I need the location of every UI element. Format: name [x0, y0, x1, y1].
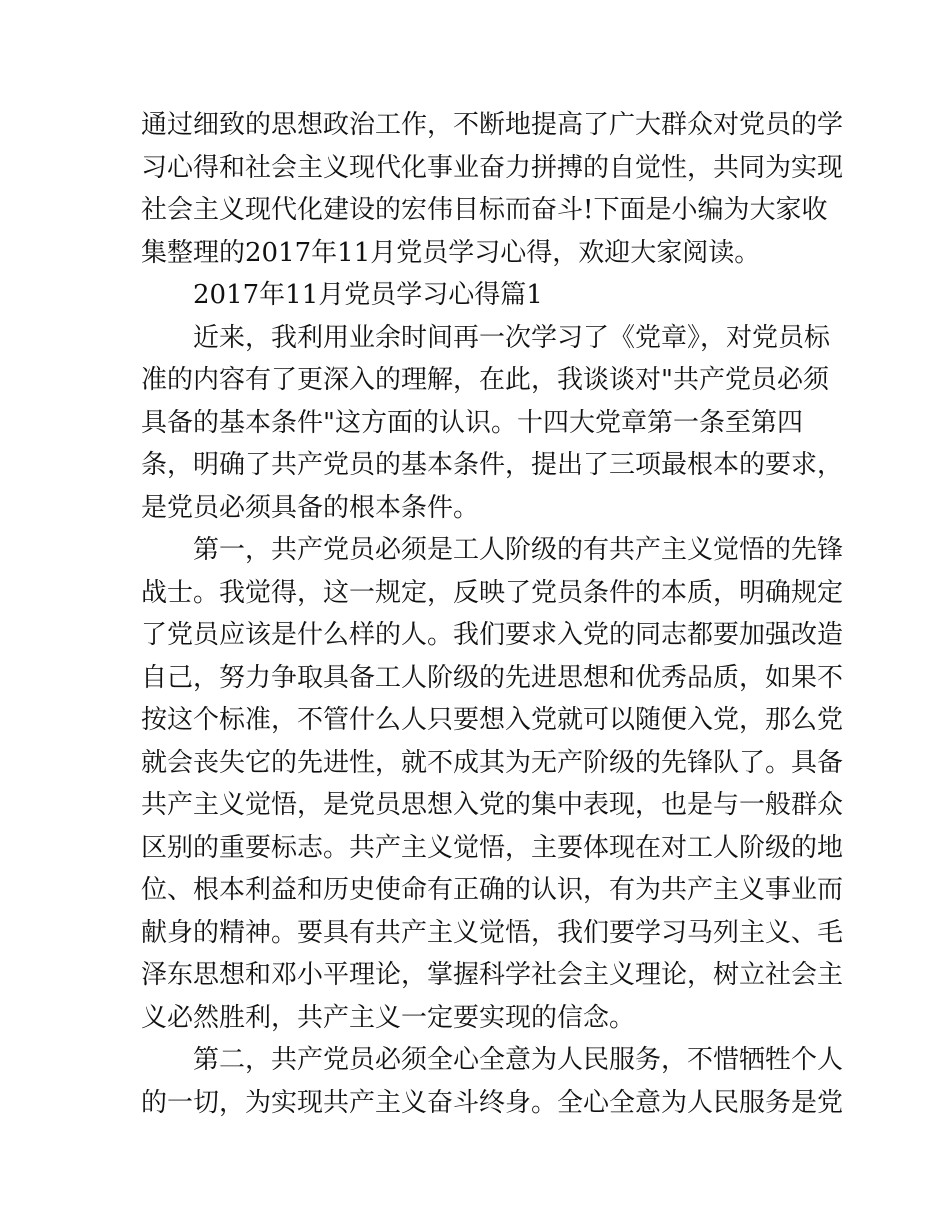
text-line: 习心得和社会主义现代化事业奋力拼搏的自觉性，共同为实现	[141, 152, 844, 183]
text-line: 准的内容有了更深入的理解，在此，我谈谈对"共产党员必须	[141, 365, 829, 395]
text-line: 社会主义现代化建设的宏伟目标而奋斗!下面是小编为大家收	[141, 195, 828, 225]
text-line: 义必然胜利，共产主义一定要实现的信念。	[141, 1002, 636, 1033]
text-line: 就会丧失它的先进性，就不成其为无产阶级的先锋队了。具备	[141, 747, 844, 778]
text-line: 献身的精神。要具有共产主义觉悟，我们要学习马列主义、毛	[141, 917, 844, 948]
text-line: 按这个标准，不管什么人只要想入党就可以随便入党，那么党	[141, 705, 844, 735]
text-line: 泽东思想和邓小平理论，掌握科学社会主义理论，树立社会主	[141, 960, 844, 990]
text-line: 第二，共产党员必须全心全意为人民服务，不惜牺牲个人	[193, 1045, 844, 1075]
text-line: 通过细致的思想政治工作，不断地提高了广大群众对党员的学	[141, 110, 844, 140]
text-line: 条，明确了共产党员的基本条件，提出了三项最根本的要求，	[141, 450, 844, 480]
text-line: 战士。我觉得，这一规定，反映了党员条件的本质，明确规定	[141, 577, 844, 608]
text-line: 具备的基本条件"这方面的认识。十四大党章第一条至第四	[141, 407, 803, 438]
text-line: 区别的重要标志。共产主义觉悟，主要体现在对工人阶级的地	[141, 832, 844, 863]
text-line: 的一切，为实现共产主义奋斗终身。全心全意为人民服务是党	[141, 1087, 844, 1118]
section-heading: 2017年11月党员学习心得篇1	[193, 280, 543, 310]
text-line: 位、根本利益和历史使命有正确的认识，有为共产主义事业而	[141, 875, 844, 905]
text-line: 了党员应该是什么样的人。我们要求入党的同志都要加强改造	[141, 620, 844, 650]
text-line: 集整理的2017年11月党员学习心得，欢迎大家阅读。	[141, 237, 761, 268]
text-line: 第一，共产党员必须是工人阶级的有共产主义觉悟的先锋	[193, 535, 844, 565]
text-line: 共产主义觉悟，是党员思想入党的集中表现，也是与一般群众	[141, 790, 844, 820]
document-body	[141, 104, 844, 1124]
text-line: 自己，努力争取具备工人阶级的先进思想和优秀品质，如果不	[141, 662, 844, 693]
text-line: 是党员必须具备的根本条件。	[141, 492, 480, 523]
text-line: 近来，我利用业余时间再一次学习了《党章》，对党员标	[193, 322, 831, 353]
